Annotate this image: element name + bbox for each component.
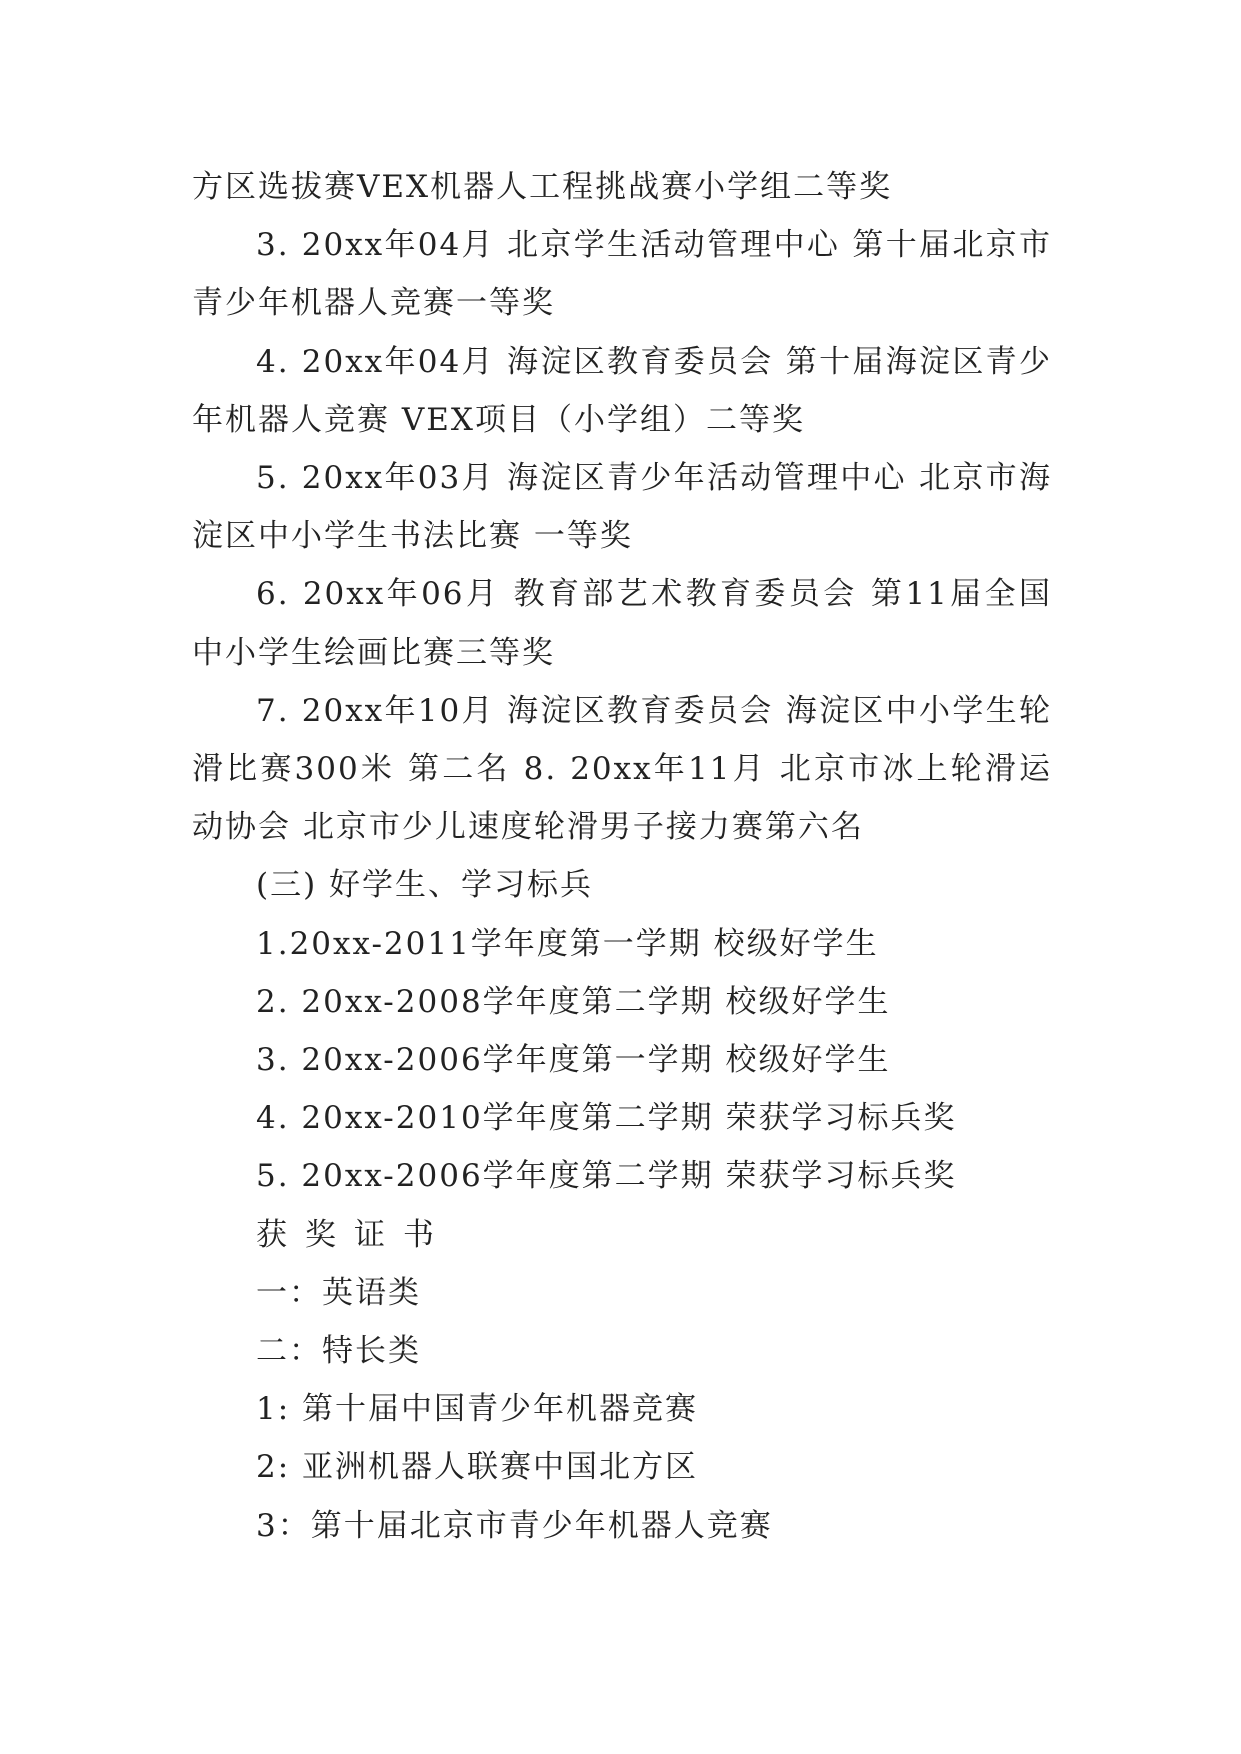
certificate-item-2: 2: 亚洲机器人联赛中国北方区 <box>256 1449 699 1486</box>
award-item-4: 4. 20xx年04月 海淀区教育委员会 第十届海淀区青少年机器人竞赛 VEX项目（小学组）二等奖 <box>192 343 1052 438</box>
student-honor-4: 4. 20xx-2010学年度第二学期 荣获学习标兵奖 <box>256 1100 957 1137</box>
certificate-category-english: 一：英语类 <box>256 1274 421 1311</box>
certificate-item-1: 1: 第十届中国青少年机器竞赛 <box>256 1391 699 1428</box>
section-heading-certificates: 获奖证书 <box>256 1216 452 1253</box>
certificate-category-specialty: 二：特长类 <box>256 1333 421 1370</box>
student-honor-3: 3. 20xx-2006学年度第一学期 校级好学生 <box>256 1042 891 1079</box>
student-honor-5: 5. 20xx-2006学年度第二学期 荣获学习标兵奖 <box>256 1158 957 1195</box>
section-heading-good-students: (三) 好学生、学习标兵 <box>256 867 594 904</box>
student-honor-2: 2. 20xx-2008学年度第二学期 校级好学生 <box>256 983 891 1020</box>
paragraph-continuation: 方区选拔赛VEX机器人工程挑战赛小学组二等奖 <box>192 169 893 205</box>
award-item-3: 3. 20xx年04月 北京学生活动管理中心 第十届北京市青少年机器人竞赛一等奖 <box>192 227 1052 322</box>
student-honor-1: 1.20xx-2011学年度第一学期 校级好学生 <box>256 925 879 962</box>
award-item-7-8: 7. 20xx年10月 海淀区教育委员会 海淀区中小学生轮滑比赛300米 第二名 8. 20xx年11月 北京市冰上轮滑运动协会 北京市少儿速度轮滑男子接力赛第六名 <box>192 692 1052 846</box>
award-item-6: 6. 20xx年06月 教育部艺术教育委员会 第11届全国中小学生绘画比赛三等奖 <box>192 576 1052 671</box>
document-body <box>192 158 1052 1555</box>
certificate-item-3: 3：第十届北京市青少年机器人竞赛 <box>256 1507 773 1544</box>
award-item-5: 5. 20xx年03月 海淀区青少年活动管理中心 北京市海淀区中小学生书法比赛 一等奖 <box>192 460 1052 555</box>
